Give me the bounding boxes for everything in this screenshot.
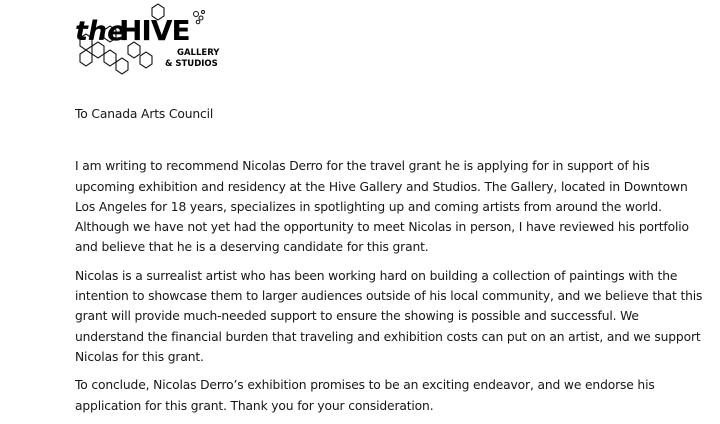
paragraph-line: grant will provide much-needed support to ensure the showing is possible and successful. We: [75, 309, 639, 324]
paragraph-line: intention to showcase them to larger audiences outside of his local community, and we believe that this: [75, 289, 703, 304]
paragraph-line: Although we have not yet had the opportunity to meet Nicolas in person, I have reviewed his portfolio: [75, 220, 689, 235]
paragraph-1: [75, 156, 689, 257]
paragraph-line: understand the financial burden that traveling and exhibition costs can put on an artist, and we support: [75, 329, 701, 344]
hive-logo-graphic: [62, 0, 232, 80]
paragraph-line: Nicolas for this grant.: [75, 349, 204, 364]
letter-body: [75, 104, 703, 424]
paragraph-line: and believe that he is a deserving candidate for this grant.: [75, 240, 429, 255]
paragraph-2: [75, 266, 703, 367]
paragraph-line: upcoming exhibition and residency at the Hive Gallery and Studios. The Gallery, located in Downtown: [75, 179, 688, 194]
paragraph-line: To conclude, Nicolas Derro’s exhibition promises to be an exciting endeavor, and we endorse his: [75, 378, 655, 393]
logo-hive-text: HIVE: [119, 14, 190, 47]
paragraph-line: application for this grant. Thank you for your consideration.: [75, 398, 434, 413]
paragraph-line: Nicolas is a surrealist artist who has been working hard on building a collection of paintings with the: [75, 268, 678, 283]
paragraph-line: Los Angeles for 18 years, specializes in spotlighting up and coming artists from around the world.: [75, 199, 662, 214]
salutation: To Canada Arts Council: [75, 107, 214, 121]
paragraph-3: [75, 375, 685, 416]
logo-the-text: the: [75, 16, 126, 47]
logo-gallery-text: GALLERY: [177, 48, 220, 58]
paragraph-line: I am writing to recommend Nicolas Derro for the travel grant he is applying for in support of his: [75, 159, 650, 174]
logo-studios-text: & STUDIOS: [165, 59, 218, 69]
hive-gallery-logo: [62, 0, 232, 80]
